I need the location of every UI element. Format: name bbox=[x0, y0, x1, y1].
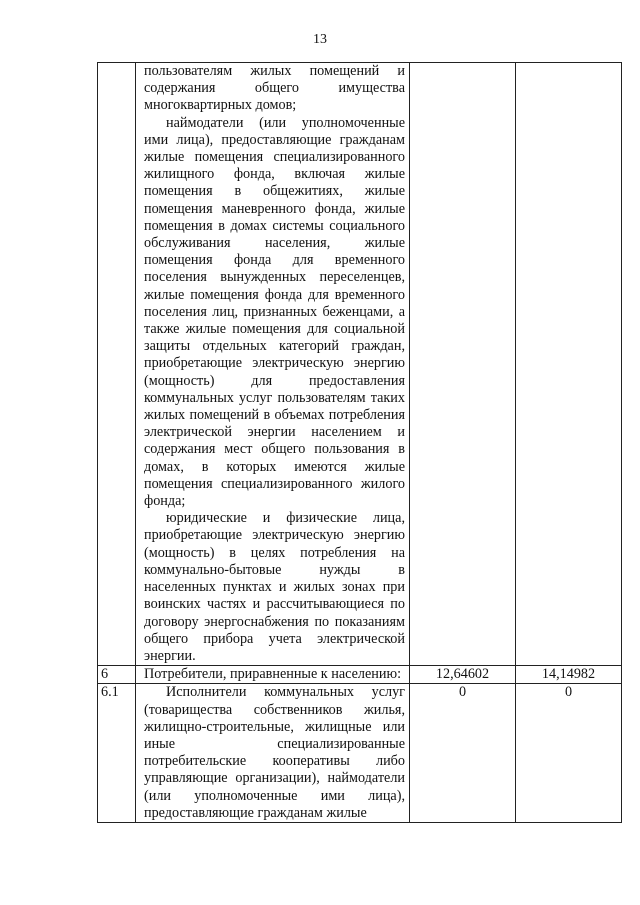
paragraph: Исполнители коммунальных услуг (товарищества собственников жилья, жилищно-строительные, жилищные или иные специализированные потребительские кооперативы либо управляющие организации), наймодатели (или уполномоченные ими лица), предоставляющие гражданам жилые bbox=[144, 684, 405, 821]
row-description-cell bbox=[136, 666, 410, 684]
paragraph: пользователям жилых помещений и содержания общего имущества многоквартирных домов; bbox=[144, 63, 405, 114]
value-cell-2: 0 bbox=[516, 684, 622, 823]
tariff-table bbox=[97, 62, 622, 823]
row-number-cell: 6.1 bbox=[98, 684, 136, 823]
table-row bbox=[98, 684, 622, 823]
table-row bbox=[98, 63, 622, 666]
page-number: 13 bbox=[313, 32, 327, 47]
table-row bbox=[98, 666, 622, 684]
value-cell-1 bbox=[410, 63, 516, 666]
value-cell-2 bbox=[516, 63, 622, 666]
value-cell-2: 14,14982 bbox=[516, 666, 622, 684]
row-description-cell bbox=[136, 684, 410, 823]
paragraph: Потребители, приравненные к населению: bbox=[144, 666, 402, 683]
value-cell-1: 12,64602 bbox=[410, 666, 516, 684]
row-number-cell bbox=[98, 63, 136, 666]
row-number-cell: 6 bbox=[98, 666, 136, 684]
value-cell-1: 0 bbox=[410, 684, 516, 823]
paragraph: юридические и физические лица, приобретающие электрическую энергию (мощность) в целях потребления на коммунально-бытовые нужды в населенных пунктах и жилых зонах при воинских частях и рассчитывающиеся по договору энергоснабжения по показаниям общего прибора учета электрической энергии. bbox=[144, 510, 405, 664]
row-description-cell bbox=[136, 63, 410, 666]
paragraph: наймодатели (или уполномоченные ими лица), предоставляющие гражданам жилые помещения специализированного жилищного фонда, включая жилые помещения в общежитиях, жилые помещения маневренного фонда, жилые помещения в домах системы социального обслуживания населения, жилые помещения фонда для временного поселения вынужденных переселенцев, жилые помещения фонда для временного поселения лиц, признанных беженцами, а также жилые помещения для социальной защиты отдельных категорий граждан, приобретающие электрическую энергию (мощность) для предоставления коммунальных услуг пользователям таких жилых помещений в объемах потребления электрической энергии населением и содержания мест общего пользования в домах, в которых имеются жилые помещения специализированного жилого фонда; bbox=[144, 114, 405, 510]
